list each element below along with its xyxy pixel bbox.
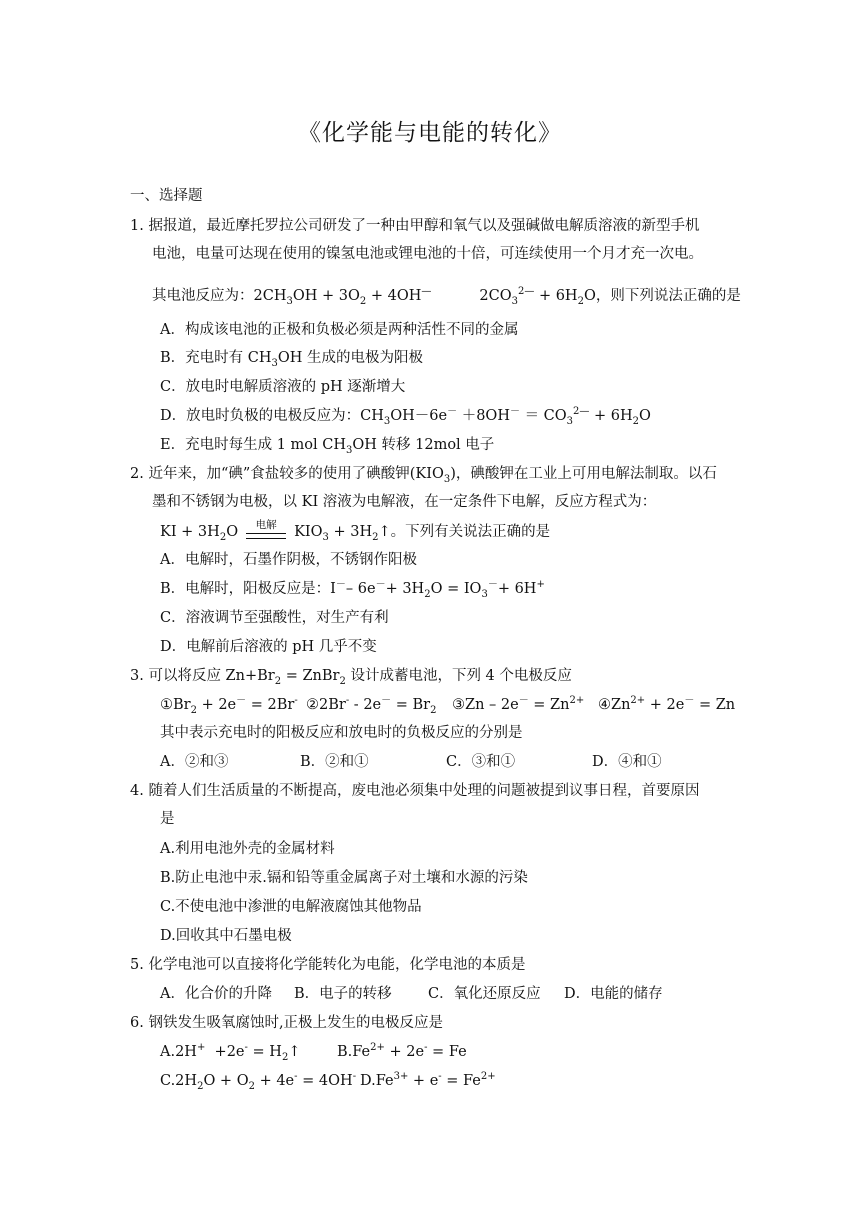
question-4-option-a: A.利用电池外壳的金属材料 — [160, 841, 335, 857]
question-2-option-a: A．电解时，石墨作阴极，不锈钢作阳极 — [160, 552, 417, 568]
question-6-option-a: $A.2H^+ +2e^- = H_2↑$ — [160, 1042, 301, 1063]
question-5-option-b: B．电子的转移 — [294, 986, 392, 1002]
question-text: 钢铁发生吸氧腐蚀时,正极上发生的电极反应是 — [148, 1015, 444, 1031]
question-1-option-a: A．构成该电池的正极和负极必须是两种活性不同的金属 — [160, 322, 519, 338]
question-6-option-d: $D.Fe^{3+} + e^- = Fe^{2+}$ — [360, 1071, 496, 1089]
electrolysis-condition: 电解 — [255, 519, 277, 531]
question-2-line-2: 墨和不锈钢为电极，以 KI 溶液为电解液，在一定条件下电解，反应方程式为： — [152, 494, 657, 510]
question-5-option-c: C．氧化还原反应 — [428, 986, 541, 1002]
reaction-2: ②2Br- - $2e^- = Br_2$ — [306, 695, 437, 716]
electrolysis-equals-sign — [242, 519, 290, 540]
question-number: 1. — [130, 218, 144, 234]
question-6-line-1 — [130, 1013, 443, 1033]
question-4-option-c: C.不使电池中渗泄的电解液腐蚀其他物品 — [160, 899, 422, 915]
question-5-options — [160, 984, 663, 1004]
equation-left: KI + $3H_2O$ — [160, 524, 239, 543]
question-6-options-row-2 — [160, 1071, 496, 1091]
question-6-option-c: $C.2H_2O + O_2 + 4e^- = 4OH^-$ — [160, 1071, 357, 1092]
question-4-option-d: D.回收其中石墨电极 — [160, 928, 292, 944]
question-4-option-b: B.防止电池中汞.镉和铅等重金属离子对土壤和水源的污染 — [160, 870, 528, 886]
question-1-line-1 — [130, 216, 699, 236]
question-1-option-c: C．放电时电解质溶液的 pH 逐渐增大 — [160, 379, 406, 395]
question-5-option-d: D．电能的储存 — [564, 986, 663, 1002]
question-1-option-e: E．充电时每生成 1 mol $CH_3OH$ 转移 12mol 电子 — [160, 437, 495, 456]
question-number: 4. — [130, 783, 144, 799]
question-text: 随着人们生活质量的不断提高，废电池必须集中处理的问题被提到议事日程，首要原因 — [148, 783, 700, 799]
question-3-options — [160, 752, 662, 772]
question-6-option-b: $B.Fe^{2+} + 2e^- = Fe$ — [337, 1042, 467, 1060]
equation-suffix: 则下列说法正确的是 — [610, 288, 741, 304]
equation-products: $2CO_3^{2—} + 6H_2O$， — [479, 286, 611, 307]
question-3-line-1: 3. 可以将反应 $Zn+Br_2$ = ZnBr$_2$ 设计成蓄电池，下列 4 个电极反应 — [130, 668, 572, 687]
question-3-reactions — [160, 695, 735, 715]
equation-right: $KIO_3$ + $3H_2↑$。下列有关说法正确的是 — [294, 524, 551, 543]
question-3-line-3: 其中表示充电时的阳极反应和放电时的负极反应的分别是 — [160, 725, 523, 741]
question-3-option-b: B．②和① — [300, 754, 369, 770]
question-2-option-b: B．电解时，阳极反应是：I－– $6e^-+ 3H_2O = IO_3^-+ 6H^+$ — [160, 579, 545, 600]
page-title: 《化学能与电能的转化》 — [298, 120, 562, 146]
reaction-4: $④Zn^{2+} + 2e^- = Zn$ — [598, 695, 736, 713]
question-number: 3. — [130, 668, 144, 684]
reaction-3: ③Zn – $2e^- = Zn^{2+}$ — [452, 695, 585, 713]
question-number: 2. — [130, 466, 144, 482]
section-heading: 一、选择题 — [130, 188, 203, 204]
reaction-1: $①Br_2 + 2e^- = 2Br^-$ — [160, 695, 298, 716]
question-1-option-b: B．充电时有 $CH_3OH$ 生成的电极为阳极 — [160, 350, 424, 369]
question-2-option-c: C．溶液调节至强酸性，对生产有利 — [160, 610, 389, 626]
question-4-line-2: 是 — [160, 811, 175, 827]
question-number: 5. — [130, 957, 144, 973]
question-5-line-1 — [130, 955, 525, 975]
question-1-line-2: 电池，电量可达现在使用的镍氢电池或锂电池的十倍，可连续使用一个月才充一次电。 — [152, 246, 703, 262]
equation-reactants: $2CH_3OH + 3O_2 + 4OH^—$ — [253, 286, 432, 307]
question-5-option-a: A．化合价的升降 — [160, 986, 272, 1002]
question-3-option-d: D．④和① — [592, 754, 662, 770]
question-1-equation — [152, 286, 741, 306]
question-number: 6. — [130, 1015, 144, 1031]
question-2-line-1: 2. 近年来，加“碘”食盐较多的使用了碘酸钾$(KIO_3)$，碘酸钾在工业上可用电解法制取。以石 — [130, 466, 717, 485]
question-text: 化学电池可以直接将化学能转化为电能，化学电池的本质是 — [148, 957, 526, 973]
question-4-line-1 — [130, 781, 699, 801]
question-text: 据报道，最近摩托罗拉公司研发了一种由甲醇和氧气以及强碱做电解质溶液的新型手机 — [148, 218, 700, 234]
question-2-equation — [160, 519, 551, 543]
question-1-option-d: D．放电时负极的电极反应为：$CH_3OH-6e^- +8OH^- = CO_3^{2—} + 6H_2O$ — [160, 406, 651, 427]
question-3-option-c: C．③和① — [446, 754, 516, 770]
equation-prefix: 其电池反应为： — [152, 288, 254, 304]
question-2-option-d: D．电解前后溶液的 pH 几乎不变 — [160, 639, 377, 655]
question-6-options-row-1 — [160, 1042, 467, 1062]
question-3-option-a: A．②和③ — [160, 754, 229, 770]
